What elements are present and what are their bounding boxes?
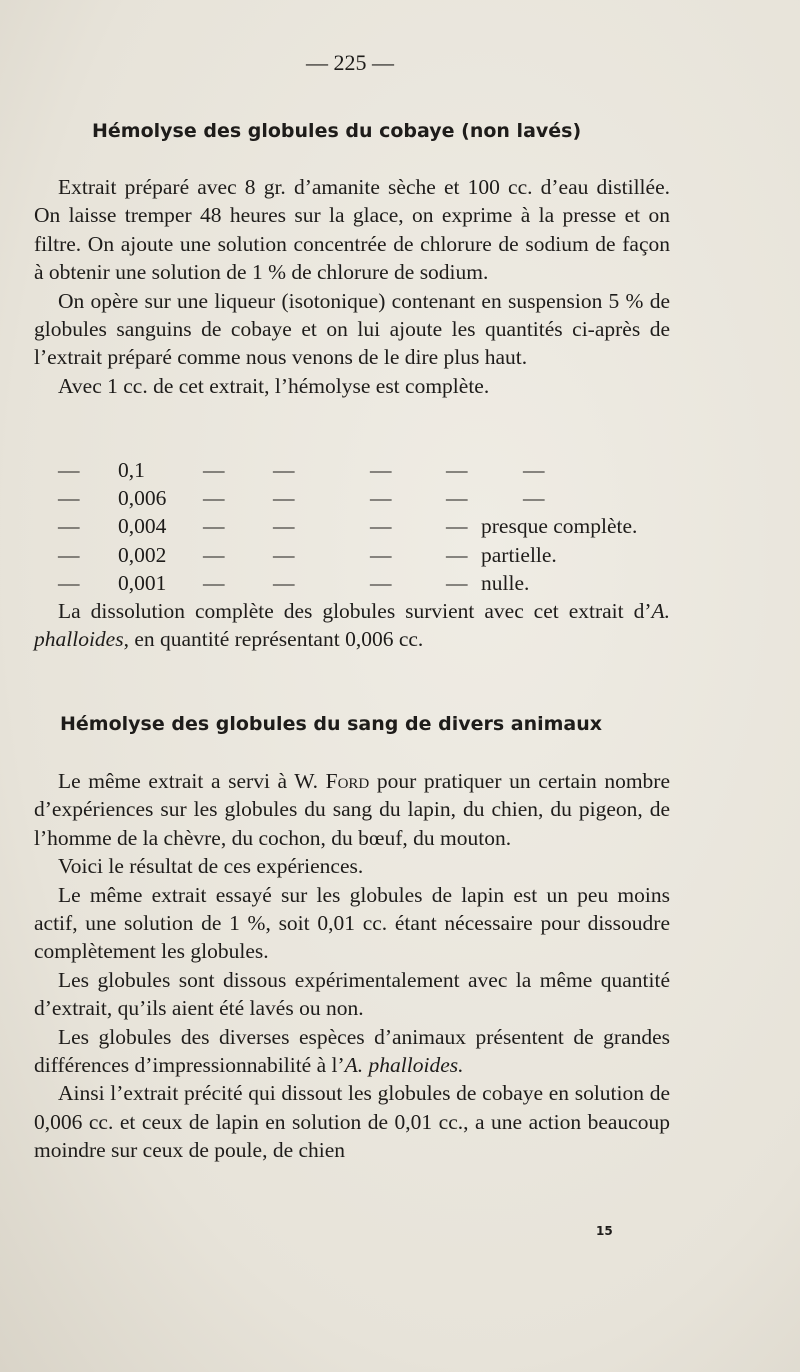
- species-name: A. phalloides.: [344, 1053, 464, 1078]
- text-run: , en quantité représentant 0,006 cc.: [123, 627, 424, 652]
- ditto-mark: —: [273, 458, 295, 482]
- ditto-mark: —: [370, 542, 392, 567]
- signature-mark: 15: [596, 1224, 613, 1238]
- page-number: — 225 —: [306, 50, 394, 75]
- paragraph: [34, 767, 670, 852]
- ditto-mark: —: [370, 570, 392, 595]
- ditto-mark: —: [446, 486, 468, 511]
- section1-conclusion: [34, 597, 670, 654]
- ditto-mark: —: [370, 486, 392, 511]
- table-row: [58, 512, 678, 540]
- row-dash: —: [58, 570, 80, 595]
- ditto-mark: —: [203, 486, 225, 511]
- species-name: A. phalloides: [34, 599, 670, 652]
- row-quantity: 0,002: [118, 542, 167, 567]
- ditto-mark: —: [446, 458, 468, 482]
- text-run: Les globules des diverses espèces d’animaux présentent de grandes différences d’impressionnabilité à l’: [34, 1024, 670, 1078]
- section1-body: [34, 173, 670, 400]
- ditto-mark: —: [203, 514, 225, 539]
- row-result: presque complète.: [481, 514, 638, 539]
- table-first-line: Avec 1 cc. de cet extrait, l’hémolyse est complète.: [58, 373, 490, 398]
- author-name: Ford: [325, 769, 370, 793]
- row-quantity: 0,004: [118, 514, 167, 539]
- text-run: pour pratiquer un certain nombre d’expériences sur les globules du sang du lapin, du chien, du pigeon, de l’homme de la chèvre, du cochon, du bœuf, du mouton.: [34, 769, 670, 850]
- paragraph: On opère sur une liqueur (isotonique) contenant en suspension 5 % de globules sanguins de cobaye et on lui ajoute les quantités ci-après de l’extrait préparé comme nous venons de le dire plus haut.: [34, 288, 670, 370]
- paragraph: [34, 597, 670, 654]
- dilution-table: [58, 456, 678, 597]
- table-row: [58, 541, 678, 569]
- text-run: Le même extrait a servi à W.: [58, 769, 326, 793]
- row-dash: —: [58, 458, 80, 482]
- ditto-mark: —: [203, 570, 225, 595]
- table-row: [58, 569, 678, 597]
- paragraph: Extrait préparé avec 8 gr. d’amanite sèche et 100 cc. d’eau distillée. On laisse tremper 48 heures sur la glace, on exprime à la presse et on filtre. On ajoute une solution concentrée de chlorure de sodium de façon à obtenir une solution de 1 % de chlorure de sodium.: [34, 175, 670, 285]
- ditto-mark: —: [446, 514, 468, 539]
- paragraph: Les globules sont dissous expérimentalement avec la même quantité d’extrait, qu’ils aient été lavés ou non.: [34, 967, 670, 1021]
- row-quantity: 0,1: [118, 458, 145, 482]
- ditto-mark: —: [370, 458, 392, 482]
- row-dash: —: [58, 514, 80, 539]
- row-result: —: [523, 458, 545, 482]
- ditto-mark: —: [273, 542, 295, 567]
- ditto-mark: —: [273, 486, 295, 511]
- row-result: —: [523, 486, 545, 511]
- row-quantity: 0,006: [118, 486, 167, 511]
- paragraph: Ainsi l’extrait précité qui dissout les globules de cobaye en solution de 0,006 cc. et ceux de lapin en solution de 0,01 cc., a une action beaucoup moindre sur ceux de poule, de chien: [34, 1081, 670, 1163]
- section-title-divers-animaux: Hémolyse des globules du sang de divers animaux: [60, 713, 603, 735]
- row-result: nulle.: [481, 570, 530, 595]
- row-dash: —: [58, 542, 80, 567]
- paragraph: [34, 1023, 670, 1080]
- ditto-mark: —: [446, 542, 468, 567]
- section2-body: [34, 767, 670, 1165]
- ditto-mark: —: [273, 514, 295, 539]
- text-run: La dissolution complète des globules survient avec cet extrait d’: [58, 599, 652, 623]
- row-quantity: 0,001: [118, 570, 167, 595]
- paragraph: Le même extrait essayé sur les globules de lapin est un peu moins actif, une solution de 1 %, soit 0,01 cc. étant nécessaire pour dissoudre complètement les globules.: [34, 882, 670, 964]
- ditto-mark: —: [370, 514, 392, 539]
- row-result: partielle.: [481, 542, 557, 567]
- table-row: [58, 456, 678, 484]
- ditto-mark: —: [203, 458, 225, 482]
- row-dash: —: [58, 486, 80, 511]
- table-row: [58, 484, 678, 512]
- ditto-mark: —: [446, 570, 468, 595]
- paragraph: Voici le résultat de ces expériences.: [58, 854, 364, 879]
- section-title-cobaye: Hémolyse des globules du cobaye (non lavés): [92, 120, 582, 142]
- ditto-mark: —: [203, 542, 225, 567]
- ditto-mark: —: [273, 570, 295, 595]
